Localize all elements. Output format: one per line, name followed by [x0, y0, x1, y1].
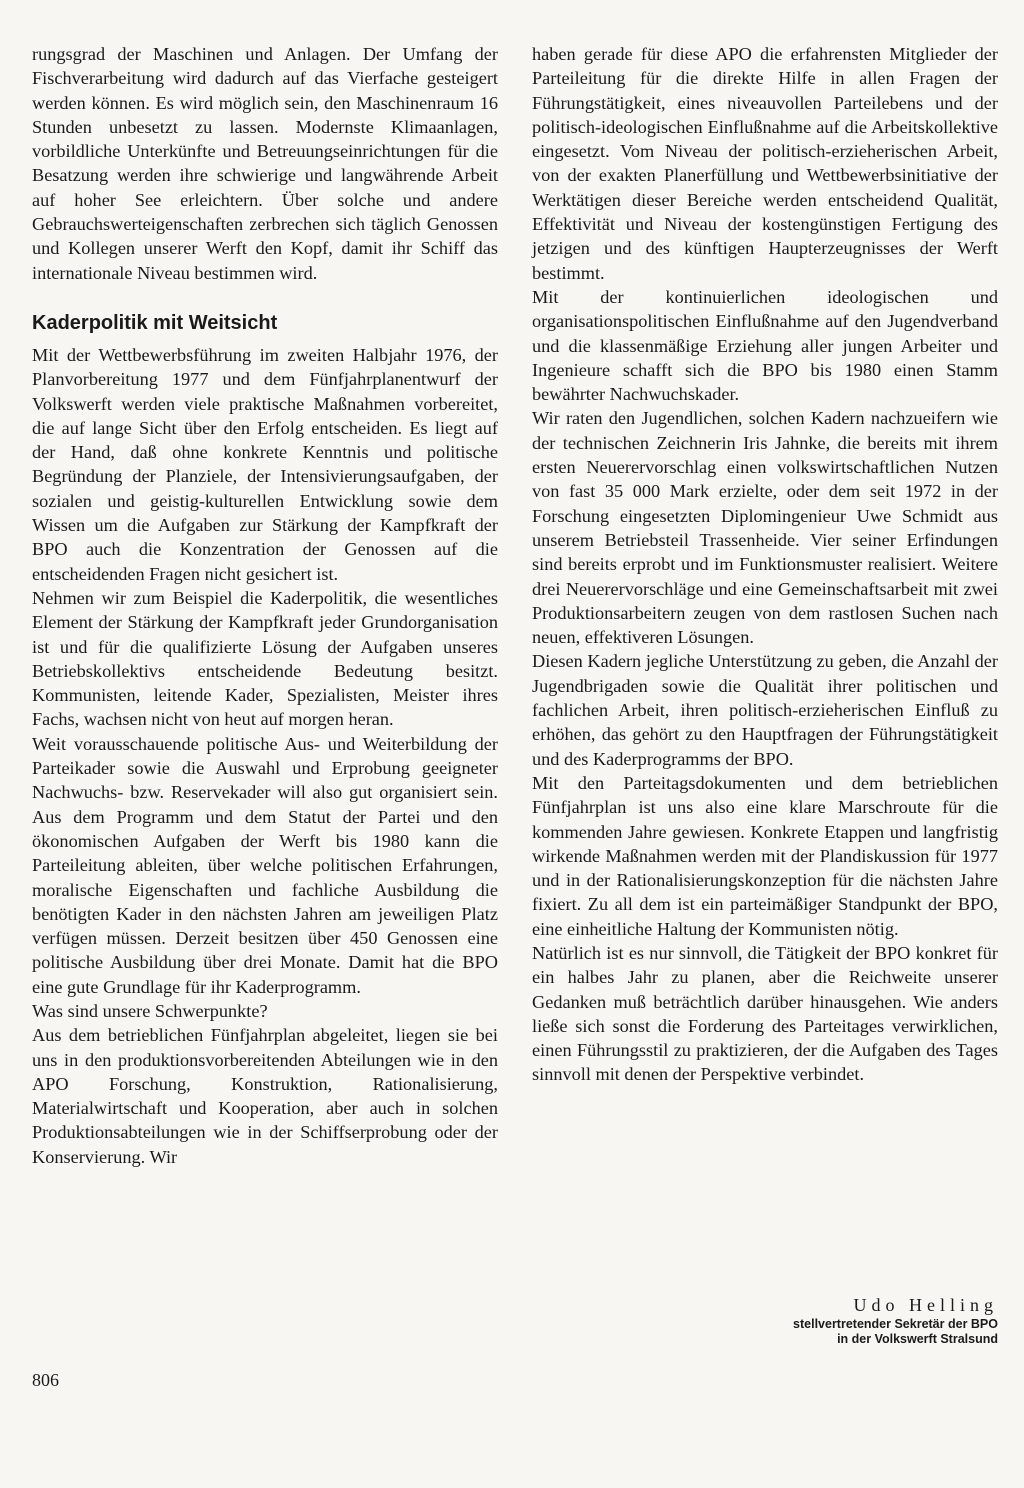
body-paragraph: Wir raten den Jugendlichen, solchen Kadern nachzueifern wie der technischen Zeichnerin Iris Jahnke, die bereits mit ihrem ersten Neuerervorschlag einen volkswirtschaftlichen Nutzen von fast 35 000 Mark erzielte, oder dem seit 1972 in der Forschung eingesetzten Diplomingenieur Uwe Schmidt aus unserem Betriebsteil Trassenheide. Vier seiner Erfindungen sind bereits erprobt und im Funktionsmuster realisiert. Weitere drei Neuerervorschläge und eine Gemeinschaftsarbeit mit zwei Produktionsarbeitern zeugen von dem rastlosen Suchen nach neuen, effektiveren Lösungen. — [532, 408, 998, 648]
body-paragraph: Mit der Wettbewerbsführung im zweiten Halbjahr 1976, der Planvorbereitung 1977 und dem Fünfjahrplanentwurf der Volkswerft werden viele praktische Maßnahmen vorbereitet, die auf lange Sicht über den Erfolg entscheiden. Es liegt auf der Hand, daß ohne konkrete Kenntnis und politische Begründung der Planziele, der Intensivierungsaufgaben, der sozialen und geistig-kulturellen Entwicklung sowie dem Wissen um die Aufgaben zur Stärkung der Kampfkraft der BPO auch die Konzentration der Genossen auf die entscheidenden Fragen nicht gesichert ist. — [32, 344, 498, 584]
page-number: 806 — [32, 1370, 59, 1390]
right-column — [532, 42, 998, 1087]
body-paragraph: Weit vorausschauende politische Aus- und Weiterbildung der Parteikader sowie die Auswahl und Erprobung geeigneter Nachwuchs- bzw. Reservekader will also gut organisiert sein. Aus dem Programm und dem Statut der Partei und den ökonomischen Aufgaben der Werft bis 1980 kann die Parteileitung ableiten, über welche politischen Erfahrungen, moralische Eigenschaften und fachliche Ausbildung die benötigten Kader in den nächsten Jahren am jeweiligen Platz verfügen müssen. Derzeit besitzen über 450 Genossen eine politische Ausbildung über drei Monate. Damit hat die BPO eine gute Grundlage für ihr Kaderprogramm. — [32, 733, 498, 997]
left-column — [32, 42, 498, 1169]
author-signature — [793, 1293, 998, 1347]
body-paragraph: Mit der kontinuierlichen ideologischen und organisationspolitischen Einflußnahme auf den Jugendverband und die klassenmäßige Erziehung aller jungen Arbeiter und Ingenieure schafft sich die BPO bis 1980 einen Stamm bewährter Nachwuchskader. — [532, 286, 998, 405]
body-paragraph: Mit den Parteitagsdokumenten und dem betrieblichen Fünfjahrplan ist uns also eine klare Marschroute für die kommenden Jahre gewiesen. Konkrete Etappen und langfristig wirkende Maßnahmen werden mit der Plandiskussion für 1977 und in der Rationalisierungskonzeption für die nächsten Jahre fixiert. Zu all dem ist ein parteimäßiger Standpunkt der BPO, eine einheitliche Haltung der Kommunisten nötig. — [532, 772, 998, 939]
body-paragraph: Natürlich ist es nur sinnvoll, die Tätigkeit der BPO konkret für ein halbes Jahr zu planen, aber die Reichweite unserer Gedanken muß beträchtlich darüber hinausgehen. Wie anders ließe sich sonst die Forderung des Parteitages verwirklichen, einen Führungsstil zu praktizieren, der die Aufgaben des Tages sinnvoll mit denen der Perspektive verbindet. — [532, 942, 998, 1085]
intro-paragraph: rungsgrad der Maschinen und Anlagen. Der Umfang der Fischverarbeitung wird dadurch auf das Vierfache gesteigert werden können. Es wird möglich sein, den Maschinenraum 16 Stunden unbesetzt zu lassen. Modernste Klimaanlagen, vorbildliche Unterkünfte und Betreuungseinrichtungen für die Besatzung werden ihre schwierige und langwährende Arbeit auf hoher See erleichtern. Über solche und andere Gebrauchswerteigenschaften zerbrechen sich täglich Genossen und Kollegen unserer Werft den Kopf, damit ihr Schiff das internationale Niveau bestimmen wird. — [32, 44, 498, 283]
body-paragraph: haben gerade für diese APO die erfahrensten Mitglieder der Parteileitung für die direkte Hilfe in allen Fragen der Führungstätigkeit, eines niveauvollen Parteilebens und der politisch-ideologischen Einflußnahme auf die Arbeitskollektive eingesetzt. Vom Niveau der politisch-erzieherischen Arbeit, von der exakten Planerfüllung und Wettbewerbsinitiative der Werktätigen dieser Bereiche werden entscheidend Qualität, Effektivität und Niveau der kostengünstigen Fertigung des jetzigen und des künftigen Haupterzeugnisses der Werft bestimmt. — [532, 44, 998, 283]
author-role: stellvertretender Sekretär der BPO — [793, 1317, 998, 1331]
author-affiliation: in der Volkswerft Stralsund — [837, 1332, 998, 1346]
body-paragraph: Diesen Kadern jegliche Unterstützung zu geben, die Anzahl der Jugendbrigaden sowie die Qualität ihrer politischen und fachlichen Arbeit, ihren politisch-erzieherischen Einfluß zu erhöhen, das gehört zu den Hauptfragen der Führungstätigkeit und des Kaderprogramms der BPO. — [532, 651, 998, 769]
section-heading: Kaderpolitik mit Weitsicht — [32, 311, 278, 334]
body-paragraph: Nehmen wir zum Beispiel die Kaderpolitik, die wesentliches Element der Stärkung der Kampfkraft jeder Grundorganisation ist und für die qualifizierte Lösung der Aufgaben unseres Betriebskollektivs entscheidende Bedeutung besitzt. Kommunisten, leitende Kader, Spezialisten, Meister ihres Fachs, wachsen nicht von heut auf morgen heran. — [32, 587, 498, 730]
author-name: Udo Helling — [853, 1295, 998, 1315]
body-paragraph: Was sind unsere Schwerpunkte? — [32, 1000, 268, 1021]
body-paragraph: Aus dem betrieblichen Fünfjahrplan abgeleitet, liegen sie bei uns in den produktionsvorbereitenden Abteilungen wie in den APO Forschung, Konstruktion, Rationalisierung, Materialwirtschaft und Kooperation, aber auch in solchen Produktionsabteilungen wie in der Schiffserprobung oder der Konservierung. Wir — [32, 1025, 498, 1167]
